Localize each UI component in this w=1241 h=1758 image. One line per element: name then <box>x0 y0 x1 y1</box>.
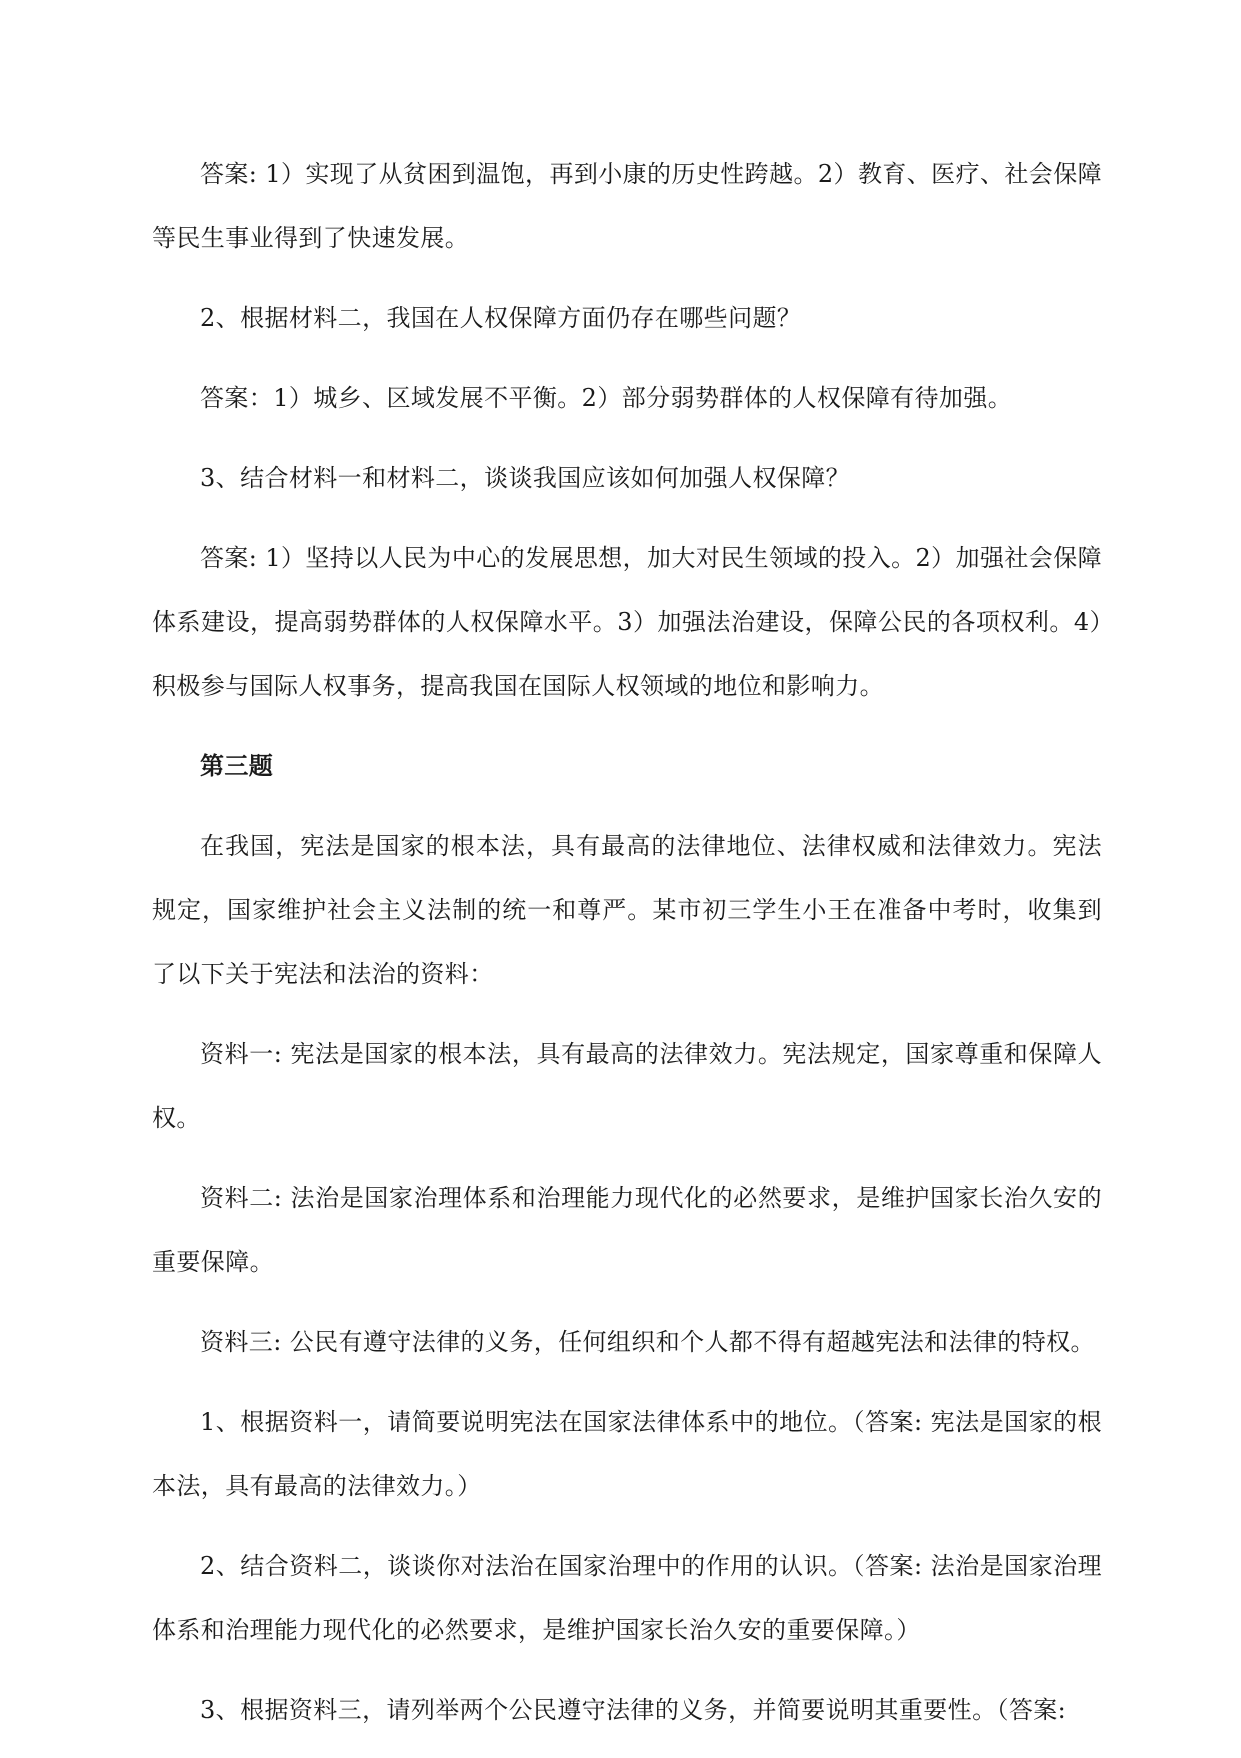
question-paragraph: 3、根据资料三，请列举两个公民遵守法律的义务，并简要说明其重要性。（答案: <box>200 1696 1067 1724</box>
question-paragraph: 2、根据材料二，我国在人权保障方面仍存在哪些问题？ <box>200 304 802 332</box>
section-heading: 第三题 <box>200 752 274 780</box>
answer-paragraph: 答案: 1）坚持以人民为中心的发展思想，加大对民生领域的投入。2）加强社会保障体系建设，提高弱势群体的人权保障水平。3）加强法治建设，保障公民的各项权利。4）积极参与国际人权事务，提高我国在国际人权领域的地位和影响力。 <box>152 544 1102 700</box>
material-paragraph: 资料三: 公民有遵守法律的义务，任何组织和个人都不得有超越宪法和法律的特权。 <box>200 1328 1095 1356</box>
answer-paragraph: 答案：1）城乡、区域发展不平衡。2）部分弱势群体的人权保障有待加强。 <box>200 384 1013 412</box>
intro-paragraph: 在我国，宪法是国家的根本法，具有最高的法律地位、法律权威和法律效力。宪法规定，国家维护社会主义法制的统一和尊严。某市初三学生小王在准备中考时，收集到了以下关于宪法和法治的资料： <box>152 832 1102 988</box>
material-paragraph: 资料一: 宪法是国家的根本法，具有最高的法律效力。宪法规定，国家尊重和保障人权。 <box>152 1040 1102 1132</box>
material-paragraph: 资料二: 法治是国家治理体系和治理能力现代化的必然要求，是维护国家长治久安的重要保障。 <box>152 1184 1102 1276</box>
answer-paragraph: 答案: 1）实现了从贫困到温饱，再到小康的历史性跨越。2）教育、医疗、社会保障等民生事业得到了快速发展。 <box>152 160 1102 252</box>
question-paragraph: 1、根据资料一，请简要说明宪法在国家法律体系中的地位。（答案: 宪法是国家的根本法，具有最高的法律效力。） <box>152 1408 1102 1500</box>
question-paragraph: 3、结合材料一和材料二，谈谈我国应该如何加强人权保障？ <box>200 464 851 492</box>
document-body <box>152 142 1102 1758</box>
question-paragraph: 2、结合资料二，谈谈你对法治在国家治理中的作用的认识。（答案: 法治是国家治理体系和治理能力现代化的必然要求，是维护国家长治久安的重要保障。） <box>152 1552 1102 1644</box>
